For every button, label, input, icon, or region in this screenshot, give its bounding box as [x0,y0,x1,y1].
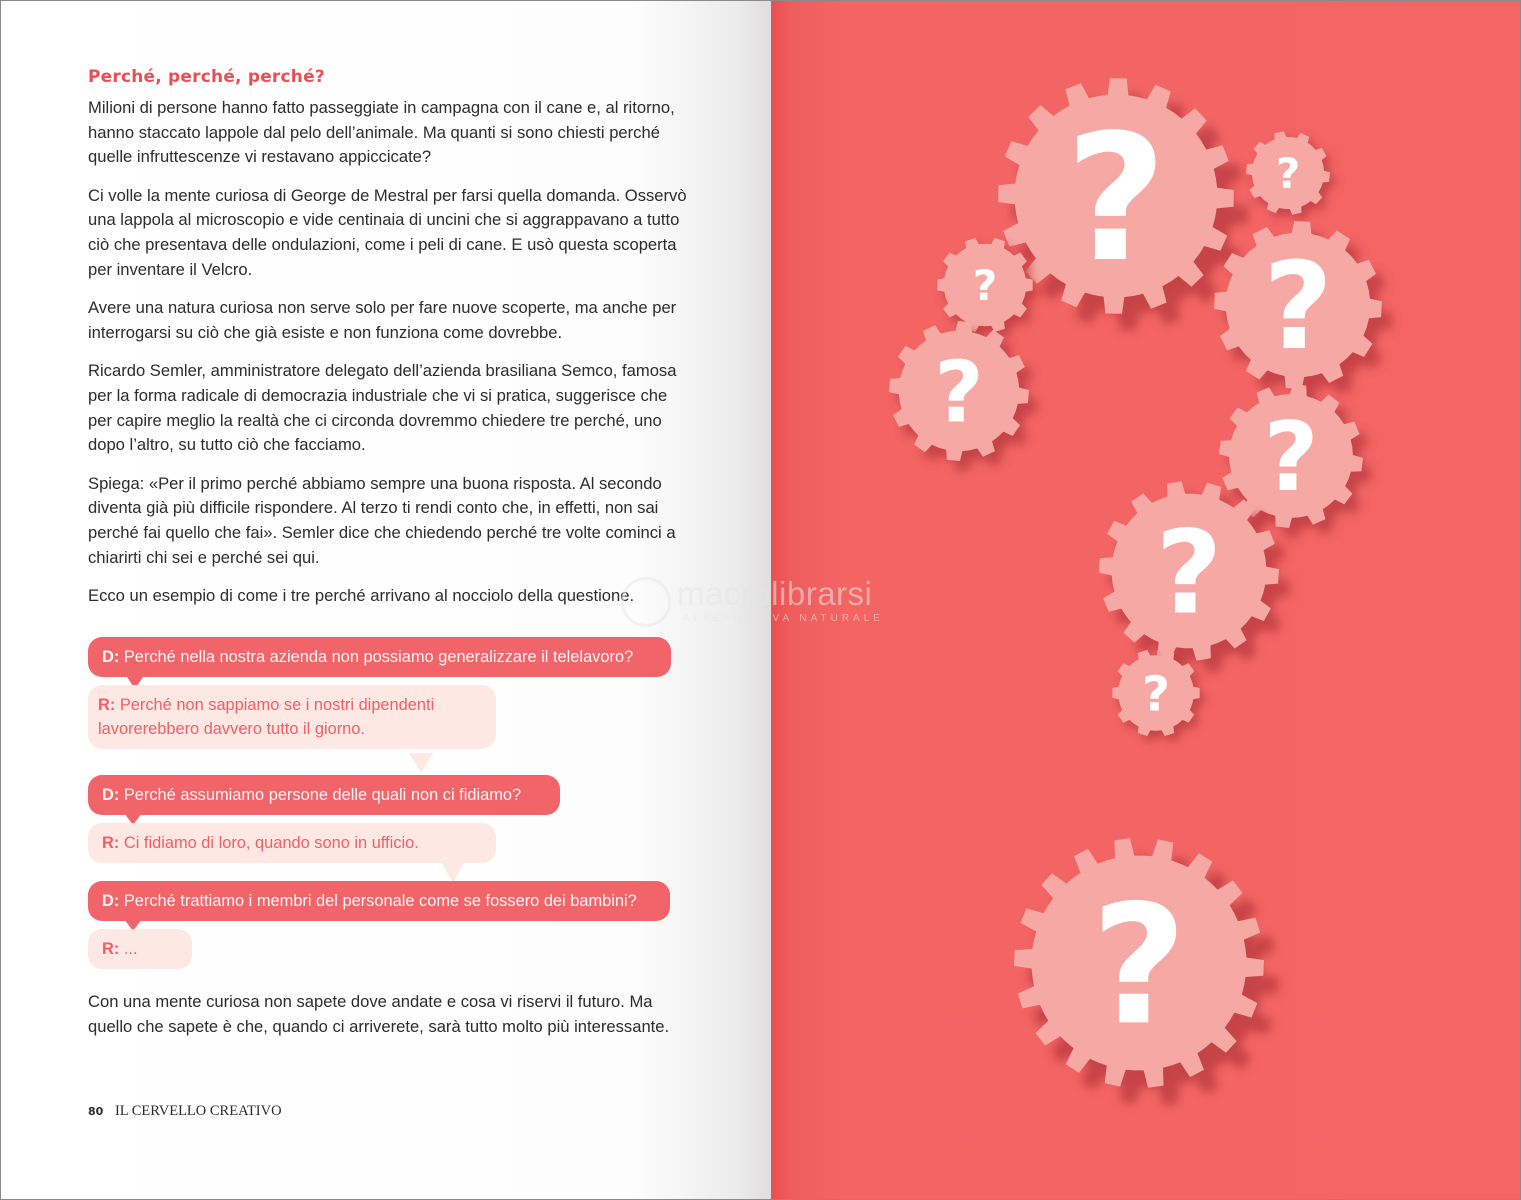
question-mark-icon: ? [934,343,984,443]
gears-illustration [1,1,1521,1200]
bubble-text: Ci fidiamo di loro, quando sono in ufficio. [123,834,419,852]
gear-icon [1246,131,1335,221]
gear-icon [1214,221,1392,401]
question-mark-icon: ? [1263,238,1333,378]
bubble-text: Perché assumiamo persone delle quali non ci fidiamo? [123,786,522,804]
question-mark-icon: ? [1275,149,1301,199]
bubble-tag: R: [102,940,120,958]
bubble-text: Perché nella nostra azienda non possiamo generalizzare il telelavoro? [123,648,634,666]
question-mark-icon: ? [1142,666,1170,723]
watermark-brand: macrolibrarsi [677,575,873,612]
gear-icon [1014,838,1279,1105]
bubble-tag: R: [102,834,120,852]
bubble-tag: D: [102,648,120,666]
gear-icon [889,321,1037,471]
running-title: IL CERVELLO CREATIVO [114,1103,282,1119]
paragraph: Milioni di persone hanno fatto passeggiate in campagna con il cane e, al ritorno, hanno staccato lappole dal pelo dell’animale. Ma quanti si sono chiesti perché quelle infruttescenze vi restavano appiccicate? [88,98,675,167]
section-heading: Perché, perché, perché? [88,67,325,87]
bubble-tag: D: [102,892,120,910]
watermark-tagline: ALTERNATIVA NATURALE [683,613,884,624]
question-mark-icon: ? [1091,869,1187,1062]
question-mark-icon: ? [1263,403,1319,514]
paragraph: Ricardo Semler, amministratore delegato dell’azienda brasiliana Semco, famosa per la forma radicale di democrazia industriale che vi si pratica, suggerisce che per capire meglio la realtà che ci circonda dovremmo chiedere tre perché, uno dopo l’altro, su tutto ciò che facciamo. [88,361,677,455]
bubble-text: Perché non sappiamo se i nostri dipendenti lavorerebbero davvero tutto il giorno. [98,696,435,738]
bubble-text: Perché trattiamo i membri del personale come se fossero dei bambini? [123,892,637,910]
page-number: 80 [88,1105,104,1118]
question-mark-icon: ? [1065,98,1167,301]
closing-paragraph: Con una mente curiosa non sapete dove andate e cosa vi riservi il futuro. Ma quello che sapete è che, quando ci arriverete, sarà tutto molto più interessante. [88,992,670,1036]
paragraph: Ecco un esempio di come i tre perché arrivano al nocciolo della questione. [88,586,635,606]
bubble-tag: R: [98,696,116,714]
paragraph: Spiega: «Per il primo perché abbiamo sempre una buona risposta. Al secondo diventa già più difficile rispondere. Al terzo ti rendi conto che, in effetti, non sai perché fai quello che fai». Semler dice che chiedendo perché tre volte cominci a chiarirti chi sei e perché sei qui. [88,473,676,567]
bubble-tag: D: [102,786,120,804]
bubble-text: ... [123,940,138,958]
question-mark-icon: ? [1155,506,1223,641]
paragraph: Avere una natura curiosa non serve solo per fare nuove scoperte, ma anche per interrogarsi su ciò che già esiste e non funziona come dovrebbe. [88,298,677,342]
gear-icon [1112,650,1205,742]
paragraph: Ci volle la mente curiosa di George de Mestral per farsi quella domanda. Osservò una lappola al microscopio e vide centinaia di uncini che si aggrappavano a tutto ciò che presentava delle ondulazioni, come i peli di cane. E usò questa scoperta per inventare il Velcro. [88,185,687,279]
question-mark-icon: ? [972,261,998,311]
